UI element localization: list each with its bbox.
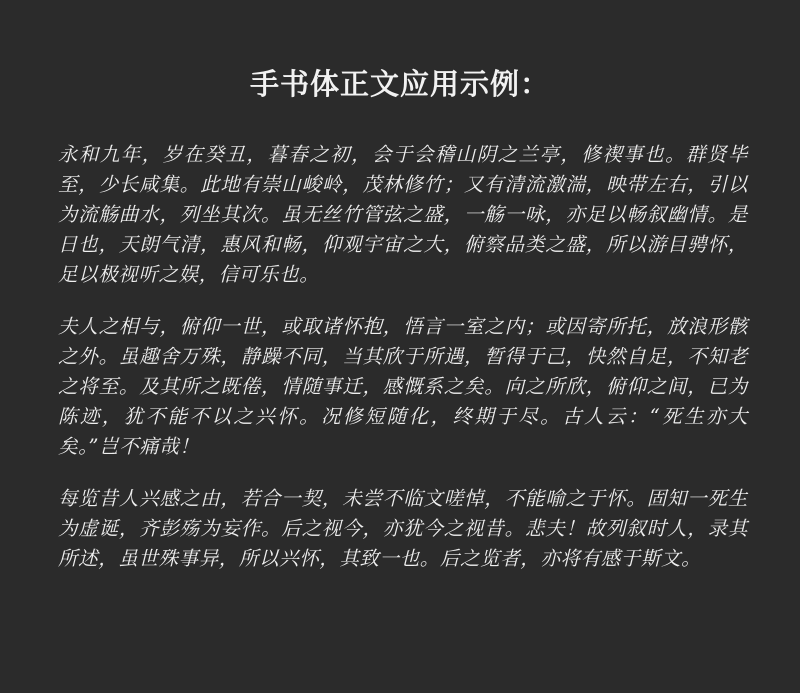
page-title: 手书体正文应用示例： (249, 67, 550, 101)
paragraph: 夫人之相与，俯仰一世，或取诸怀抱，悟言一室之内；或因寄所托，放浪形骸之外。虽趣舍万殊，静躁不同，当其欣于所遇，暂得于己，快然自足，不知老之将至。及其所之既倦，情随事迁，感慨系之矣。向之所欣，俯仰之间，已为陈迹，犹不能不以之兴怀。况修短随化，终期于尽。古人云：“死生亦大矣。”岂不痛哉！ (58, 315, 748, 458)
paragraph: 每览昔人兴感之由，若合一契，未尝不临文嗟悼，不能喻之于怀。固知一死生为虚诞，齐彭殇为妄作。后之视今，亦犹今之视昔。悲夫！故列叙时人，录其所述，虽世殊事异，所以兴怀，其致一也。后之览者，亦将有感于斯文。 (58, 487, 748, 570)
document-body (58, 140, 748, 574)
paragraph: 永和九年，岁在癸丑，暮春之初，会于会稽山阴之兰亭，修禊事也。群贤毕至，少长咸集。此地有崇山峻岭，茂林修竹；又有清流激湍，映带左右，引以为流觞曲水，列坐其次。虽无丝竹管弦之盛，一觞一咏，亦足以畅叙幽情。是日也，天朗气清，惠风和畅，仰观宇宙之大，俯察品类之盛，所以游目骋怀，足以极视听之娱，信可乐也。 (58, 143, 748, 286)
